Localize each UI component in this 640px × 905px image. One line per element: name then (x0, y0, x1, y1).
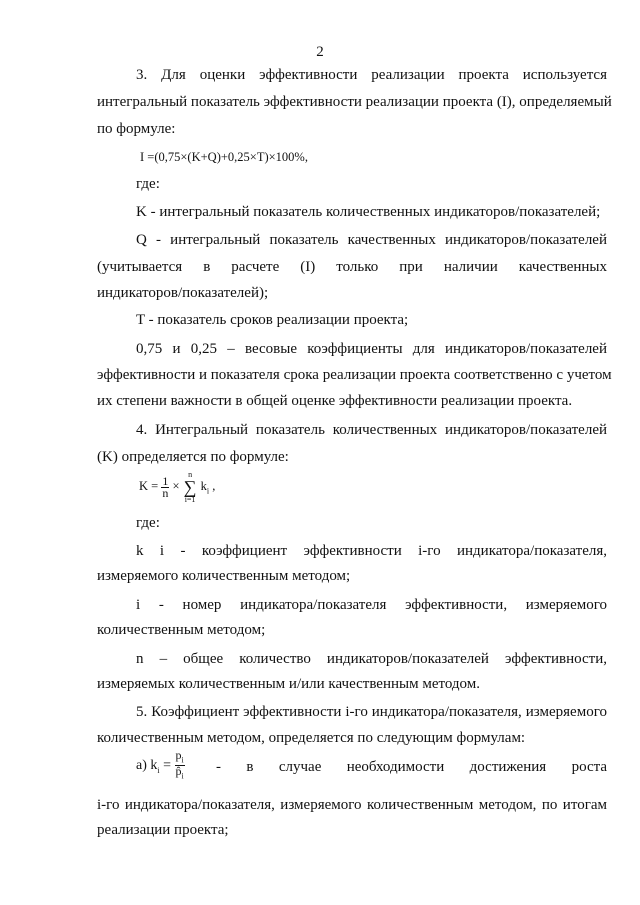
page-number: 2 (316, 44, 324, 60)
formula-a-lhs-sub: i (157, 765, 160, 775)
text-line: Q - интегральный показатель качественных индикаторов/показателей (136, 232, 607, 248)
formula-a-den-sub: i (181, 771, 184, 781)
text-line: - в случае необходимости достижения роста (216, 759, 607, 775)
sum-lower-limit: i=1 (184, 495, 196, 504)
text-line: 5. Коэффициент эффективности i-го индикатора/показателя, измеряемого (136, 704, 607, 720)
text-line: 3. Для оценки эффективности реализации проекта используется (136, 67, 607, 83)
text-line: эффективности и показателя срока реализации проекта соответственно с учетом (97, 367, 612, 383)
formula-k (139, 470, 215, 504)
text-line: индикаторов/показателей); (97, 285, 269, 301)
formula-k-tail: , (212, 478, 216, 493)
text-line: 0,75 и 0,25 – весовые коэффициенты для индикаторов/показателей (136, 341, 607, 357)
formula-a-den-text: p̂ (175, 764, 182, 779)
formula-integral: I =(0,75×(K+Q)+0,25×T)×100%, (140, 150, 308, 164)
formula-k-denominator: n (162, 485, 169, 500)
text-line: (K) определяется по формуле: (97, 449, 289, 465)
text-line: измеряемого количественным методом; (97, 568, 351, 584)
formula-a-eq: = (163, 758, 172, 774)
formula-a (136, 750, 185, 782)
text-line: количественным методом; (97, 622, 266, 638)
text-line: k i - коэффициент эффективности i-го индикатора/показателя, (136, 543, 607, 559)
formula-k-fraction (161, 473, 169, 500)
text-line: интегральный показатель эффективности реализации проекта (I), определяемый (97, 94, 612, 110)
text-line: где: (136, 515, 160, 531)
formula-a-denominator (175, 766, 185, 781)
text-line: где: (136, 176, 160, 192)
formula-k-term-sub: i (206, 486, 210, 496)
formula-k-times: × (172, 478, 180, 493)
text-line: T - показатель сроков реализации проекта; (136, 312, 409, 328)
formula-a-fraction (175, 750, 185, 782)
text-line: количественным методом, определяется по следующим формулам: (97, 730, 526, 746)
text-line: n – общее количество индикаторов/показателей эффективности, (136, 651, 607, 667)
text-line: i - номер индикатора/показателя эффективности, измеряемого (136, 597, 607, 613)
text-line: (учитывается в расчете (I) только при наличии качественных (97, 259, 607, 275)
formula-k-term: k (200, 478, 207, 493)
formula-k-sum (184, 470, 197, 504)
text-line: i-го индикатора/показателя, измеряемого количественным методом, по итогам (97, 797, 607, 813)
text-line: их степени важности в общей оценке эффективности реализации проекта. (97, 393, 573, 409)
text-line: 4. Интегральный показатель количественных индикаторов/показателей (136, 422, 607, 438)
sum-sign: ∑ (183, 477, 197, 497)
formula-a-num-text: p (175, 748, 182, 762)
text-line: по формуле: (97, 121, 176, 137)
formula-a-prefix: а) (136, 758, 147, 774)
formula-k-numerator: 1 (162, 473, 169, 488)
formula-a-num-sub: i (181, 755, 184, 765)
formula-k-lhs: K = (139, 478, 159, 493)
sum-upper-limit: n (188, 470, 193, 479)
text-line: K - интегральный показатель количественных индикаторов/показателей; (136, 204, 601, 220)
formula-a-lhs: k (150, 758, 158, 774)
text-line: измеряемых количественным и/или качественным методом. (97, 676, 481, 692)
text-line: реализации проекта; (97, 822, 229, 838)
